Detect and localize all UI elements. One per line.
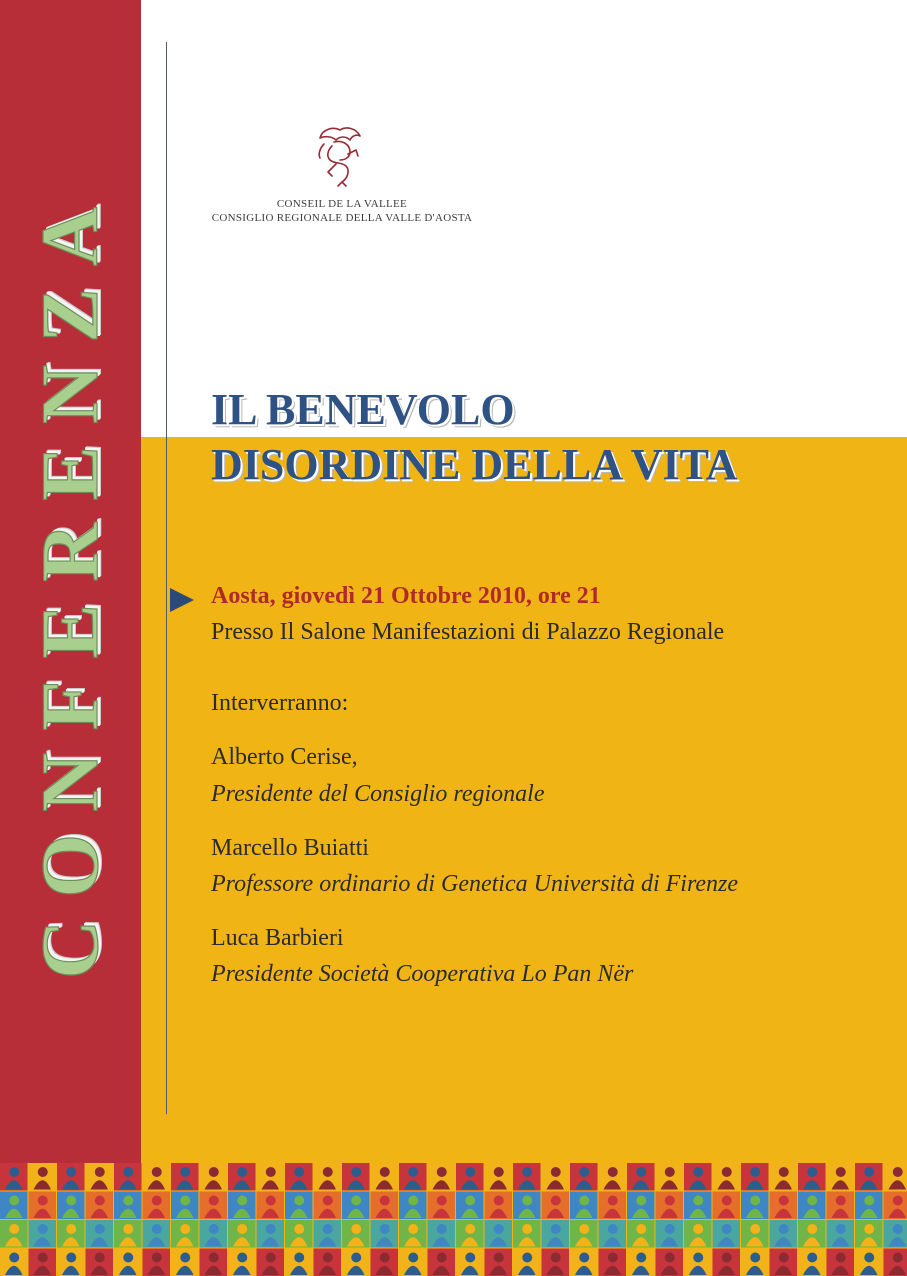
vertical-title: CONFERENZA: [24, 184, 115, 980]
speaker-role: Presidente del Consiglio regionale: [211, 781, 545, 807]
vertical-divider: [166, 42, 167, 1114]
event-date: Aosta, giovedì 21 Ottobre 2010, ore 21: [211, 583, 601, 609]
organization-name-it: CONSIGLIO REGIONALE DELLA VALLE D'AOSTA: [211, 212, 473, 224]
speakers-intro: Interverranno:: [211, 690, 349, 716]
triangle-bullet-icon: [170, 588, 194, 612]
speaker-name: Luca Barbieri: [211, 925, 344, 951]
people-pattern-border: [0, 1163, 907, 1276]
title-line-2: DISORDINE DELLA VITA: [211, 440, 738, 489]
event-venue: Presso Il Salone Manifestazioni di Palazzo Regionale: [211, 619, 725, 645]
speaker-role: Professore ordinario di Genetica Università di Firenze: [211, 871, 739, 897]
lion-emblem-icon: [312, 124, 368, 190]
title-line-1: IL BENEVOLO: [211, 385, 515, 434]
speaker-name: Alberto Cerise,: [211, 744, 358, 770]
speaker-role: Presidente Società Cooperativa Lo Pan Nër: [211, 961, 634, 987]
speaker-name: Marcello Buiatti: [211, 835, 369, 861]
organization-name-fr: CONSEIL DE LA VALLEE: [276, 198, 408, 210]
event-title: [211, 382, 738, 492]
